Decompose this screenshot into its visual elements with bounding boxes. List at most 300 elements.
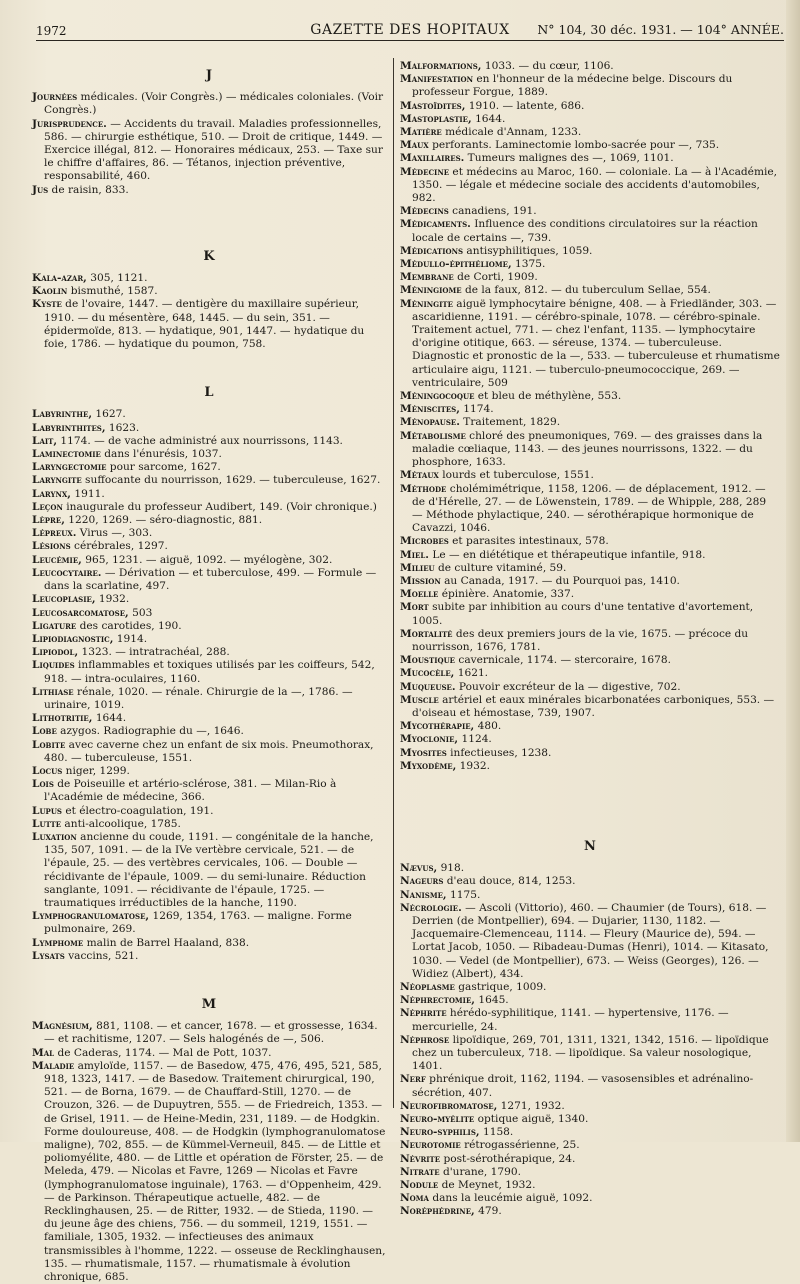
entry-text: des deux premiers jours de la vie, 1675. — précoce du nourrisson, 1676, 1781. (412, 627, 749, 653)
entry-text: cholémimétrique, 1158, 1206. — de déplacement, 1912. — de d'Hérelle, 27. — de Löwenstein, 1789. — de Whipple, 288, 289 — Méthode phylactique, 240. — sérothérapique hormonique de Cavazzi, 1046. (412, 482, 767, 535)
index-entry (400, 889, 780, 902)
entry-heading: Nævus, (400, 862, 438, 875)
entry-text: cérébrales, 1297. (70, 540, 168, 553)
entry-heading: Luxation (32, 830, 77, 843)
entry-text: dans la leucémie aiguë, 1092. (428, 1192, 593, 1205)
entry-heading: Lobe (32, 725, 57, 738)
index-entry (32, 778, 386, 804)
entry-text: inflammables et toxiques utilisés par les coiffeurs, 542, 918. — intra-oculaires, 1160. (44, 659, 375, 685)
index-entry (400, 720, 780, 733)
index-entry (32, 488, 386, 501)
entry-text: Influence des conditions circulatoires sur la réaction locale de certains —, 739. (412, 218, 758, 244)
index-entry (32, 725, 386, 738)
index-entry (400, 1034, 780, 1074)
entry-heading: Névrite (400, 1152, 441, 1165)
entry-heading: Nageurs (400, 875, 444, 888)
index-entry (400, 733, 780, 746)
entry-heading: Lutte (32, 817, 62, 830)
index-entry (400, 535, 780, 548)
section-spacer (32, 351, 386, 377)
entry-text: inaugurale du professeur Audibert, 149. (Voir chronique.) (62, 500, 377, 513)
index-entry (400, 1100, 780, 1113)
entry-heading: Lépreux. (32, 527, 77, 540)
entry-text: — Accidents du travail. Maladies professionnelles, 586. — chirurgie esthétique, 510. — Droit de critique, 1449. — Exercice illégal, 812. — Honoraires médicaux, 253. — Taxe sur le chiffre d'affaires, 86. — Tétanos, injection préventive, responsabilité, 460. (44, 117, 383, 183)
entry-heading: Méniscites, (400, 403, 460, 416)
index-entry (400, 403, 780, 416)
index-entry (400, 430, 780, 470)
entry-heading: Kaolin (32, 285, 68, 298)
index-entry (400, 1153, 780, 1166)
entry-heading: Mastoplastie, (400, 112, 472, 125)
entry-heading: Laryngectomie (32, 461, 107, 474)
section-letter: L (204, 385, 214, 401)
entry-text: gastrique, 1009. (454, 981, 547, 993)
entry-text: Virus —, 303. (76, 527, 153, 540)
index-entry (32, 686, 386, 712)
entry-text: pour sarcome, 1627. (106, 461, 221, 474)
entry-text: d'urane, 1790. (439, 1165, 521, 1178)
index-entry (400, 60, 780, 73)
entry-heading: Locus (32, 764, 63, 777)
index-entry (400, 862, 780, 875)
entry-text: 1124. (458, 733, 492, 746)
entry-heading: Jurisprudence. (32, 117, 107, 130)
entry-text: 1220, 1269. — séro-diagnostic, 881. (64, 514, 263, 527)
entry-heading: Mucocèle, (400, 667, 455, 680)
entry-text: Tumeurs malignes des —, 1069, 1101. (464, 152, 674, 165)
entry-text: et parasites intestinaux, 578. (448, 535, 609, 548)
entry-heading: Leucocytaire. (32, 566, 102, 579)
entry-heading: Néoplasme (400, 981, 455, 993)
entry-heading: Lipiodol, (32, 646, 79, 659)
entry-heading: Moustique (400, 654, 456, 667)
entry-heading: Myoclonie, (400, 733, 459, 746)
page-edge (786, 0, 800, 1142)
entry-text: et électro-coagulation, 191. (61, 804, 214, 817)
entry-heading: Médications (400, 244, 464, 257)
index-entry (400, 113, 780, 126)
index-entry (32, 765, 386, 778)
section-letter: J (205, 68, 213, 83)
entry-heading: Kyste (32, 298, 62, 311)
index-entry (400, 902, 780, 981)
entry-heading: Néphrose (400, 1033, 450, 1046)
entry-text: — Ascoli (Vittorio), 460. — Chaumier (de Tours), 618. — Derrien (de Montpellier), 694. — Dujarier, 1130, 1182. — Jacquemaire-Clemenceau, 1114. — Fleury (Maurice de), 594. — Lortat Jacob, 1050. — Ribadeau-Dumas (Henri), 1014. — Kitasato, 1030. — Vedel (de Montpellier), 673. — Weiss (Georges), 126. — Widiez (Albert), 434. (412, 901, 769, 980)
entry-text: artériel et eaux minérales bicarbonatées carboniques, 553. — d'oiseau et hémostase, 739, 1907. (412, 693, 775, 719)
entry-text: 1645. (474, 994, 509, 1007)
entry-heading: Larynx, (32, 487, 71, 500)
entry-heading: Miel. (400, 548, 429, 561)
entry-heading: Liquides (32, 659, 75, 672)
index-entry (400, 258, 780, 271)
entry-heading: Méningiome (400, 284, 462, 297)
entry-text: de culture vitaminé, 59. (434, 561, 567, 574)
index-entry (400, 245, 780, 258)
index-entry (400, 875, 780, 888)
entry-heading: Lupus (32, 804, 62, 817)
entry-heading: Lèpre, (32, 514, 65, 527)
entry-text: amyloïde, 1157. — de Basedow, 475, 476, 495, 521, 585, 918, 1323, 1417. — de Basedow. Traitement chirurgical, 190, 521. — de Borna, 1679. — de Chauffard-Still, 1270. — de Crouzon, 326. — de Dupuytren, 555. — de Friedreich, 1353. — de Grisel, 1911. — de Heine-Medin, 231, 1189. — de Hodgkin. Forme douloureuse, 408. — de Hodgkin (lymphogranulomatose maligne), 702, 855. — de Kümmel-Verneuil, 845. — de Little et poliomyélite, 480. — de Little et opération de Förster, 25. — de Meleda, 479. — Nicolas et Favre, 1269 — Nicolas et Favre (lymphogranulomatose inguinale), 1763. — d'Oppenheim, 429. — de Parkinson. Thérapeutique actuelle, 482. — de Recklinghausen, 25. — de Ritter, 1932. — de Stieda, 1190. — du jeune âge des chiens, 756. — du sommeil, 1219, 1551. — familiale, 1305, 1932. — infectieuses des animaux transmissibles à l'homme, 1222. — osseuse de Recklinghausen, 135. — rhumatismale, 1157. — rhumatismale à évolution chronique, 685. (44, 1059, 386, 1284)
entry-heading: Labyrinthites, (32, 421, 106, 434)
entry-text: médicales. (Voir Congrès.) — médicales coloniales. (Voir Congrès.) (44, 91, 384, 117)
entry-text: des carotides, 190. (76, 619, 182, 632)
entry-heading: Noma (400, 1192, 429, 1205)
entry-heading: Néphrite (400, 1007, 447, 1020)
index-entry (400, 747, 780, 760)
index-entry (32, 1047, 386, 1060)
entry-text: — Dérivation — et tuberculose, 499. — Formule — dans la scarlatine, 497. (44, 566, 377, 593)
entry-text: perforants. Laminectomie lombo-sacrée pour —, 735. (428, 139, 720, 152)
entry-heading: Mal (32, 1046, 55, 1059)
entry-text: vaccins, 521. (64, 949, 139, 962)
index-entry (32, 448, 386, 461)
entry-text: Pouvoir excréteur de la — digestive, 702. (455, 680, 681, 693)
entry-text: épinière. Anatomie, 337. (438, 588, 575, 601)
index-entry (32, 272, 386, 285)
entry-text: 1623. (105, 421, 140, 434)
entry-heading: Nerf (400, 1073, 426, 1086)
index-entry (32, 593, 386, 606)
entry-heading: Nitrate (400, 1165, 440, 1178)
index-entry (32, 184, 386, 197)
index-entry (400, 469, 780, 482)
section-letter: M (201, 996, 217, 1012)
index-entry (32, 118, 386, 184)
entry-text: ancienne du coude, 1191. — congénitale de la hanche, 135, 507, 1091. — de la IVe vertèbre cervicale, 521. — de l'épaule, 25. — des vertèbres cervicales, 106. — Double — récidivante de l'épaule, 1009. — du semi-lunaire. Réduction sanglante, 1091. — récidivante de l'épaule, 1725. — traumatiques irréductibles de la hanche, 1190. (44, 830, 374, 909)
entry-heading: Méthode (400, 482, 447, 495)
entry-heading: Labyrinthe, (32, 408, 93, 421)
header-rule (36, 40, 784, 41)
entry-text: 1644. (471, 112, 506, 125)
entry-heading: Laminectomie (32, 448, 101, 461)
index-entry (32, 659, 386, 685)
index-entry (400, 549, 780, 562)
entry-text: antisyphilitiques, 1059. (463, 244, 593, 257)
entry-text: et médecins au Maroc, 160. — coloniale. La — à l'Académie, 1350. — légale et médecine sociale des accidents d'automobiles, 982. (412, 165, 778, 205)
index-entry (400, 152, 780, 165)
entry-heading: Lipiodiagnostic, (32, 632, 114, 645)
section-spacer (32, 197, 386, 241)
entry-text: 1621. (454, 667, 489, 680)
entry-heading: Maxillaires. (400, 152, 465, 165)
entry-text: de la faux, 812. — du tuberculum Sellae, 554. (461, 284, 711, 297)
entry-text: 918. (437, 862, 465, 875)
entry-heading: Métaux (400, 469, 439, 482)
column-divider (393, 58, 394, 1108)
entry-heading: Muscle (400, 693, 439, 706)
entry-text: 1627. (92, 408, 126, 421)
entry-text: azygos. Radiographie du —, 1646. (56, 725, 244, 738)
index-entry (400, 654, 780, 667)
index-entry (32, 910, 386, 936)
entry-text: 1932. (95, 593, 130, 606)
entry-text: aiguë lymphocytaire bénigne, 408. — à Friedländer, 303. — ascaridienne, 1191. — cérébro-spinale, 1078. — cérébro-spinale. Traitement actuel, 771. — chez l'enfant, 1135. — lymphocytaire d'origine otitique, 663. — séreuse, 1374. — tuberculeuse. Diagnostic et pronostic de la —, 533. — tuberculeuse et rhumatisme articulaire aigu, 1121. — tuberculo-pneumococcique, 269. — ventriculaire, 509 (412, 297, 780, 389)
index-entry (400, 994, 780, 1007)
index-entry (400, 1179, 780, 1192)
index-entry (400, 694, 780, 720)
index-entry (32, 554, 386, 567)
entry-heading: Lésions (32, 540, 71, 553)
index-entry (32, 712, 386, 725)
index-entry (32, 633, 386, 646)
entry-text: post-sérothérapique, 24. (440, 1152, 576, 1165)
entry-heading: Journées (32, 91, 78, 104)
index-entry (32, 937, 386, 950)
index-entry (32, 831, 386, 910)
entry-text: dans l'énurésis, 1037. (100, 448, 222, 461)
entry-heading: Lithiase (32, 685, 74, 698)
entry-heading: Mortalité (400, 627, 453, 640)
entry-text: Traitement, 1829. (459, 416, 561, 429)
entry-heading: Neurofibromatose, (400, 1099, 498, 1112)
entry-heading: Néphrectomie, (400, 994, 475, 1007)
entry-text: au Canada, 1917. — du Pourquoi pas, 1410. (440, 574, 680, 587)
entry-heading: Lithotritie, (32, 712, 93, 725)
index-entry (400, 1166, 780, 1179)
entry-heading: Ligature (32, 619, 77, 632)
index-entry (400, 601, 780, 627)
entry-heading: Lymphogranulomatose, (32, 910, 150, 923)
index-entry (400, 126, 780, 139)
entry-text: optique aiguë, 1340. (474, 1113, 589, 1126)
entry-text: 1932. (456, 759, 491, 772)
entry-heading: Microbes (400, 535, 449, 548)
index-entry (400, 1139, 780, 1152)
index-entry (32, 461, 386, 474)
index-entry (400, 628, 780, 654)
entry-text: phrénique droit, 1162, 1194. — vasosensibles et adrénalino-sécrétion, 407. (412, 1073, 754, 1099)
entry-heading: Lait, (32, 434, 58, 447)
entry-heading: Magnésium, (32, 1020, 93, 1033)
index-entry (400, 681, 780, 694)
index-entry (32, 540, 386, 553)
page-number: 1972 (36, 24, 67, 38)
index-entry (400, 562, 780, 575)
section-letter: N (584, 838, 596, 854)
index-entry (32, 950, 386, 963)
entry-text: canadiens, 191. (448, 205, 537, 218)
entry-text: cavernicale, 1174. — stercoraire, 1678. (455, 654, 671, 667)
index-entry (400, 100, 780, 113)
entry-text: 1174. — de vache administré aux nourrissons, 1143. (57, 434, 343, 447)
entry-heading: Méningocoque (400, 390, 475, 403)
index-entry (400, 139, 780, 152)
entry-text: 1175. (446, 888, 481, 901)
entry-heading: Leucémie, (32, 553, 82, 566)
entry-heading: Malformations, (400, 60, 482, 72)
index-entry (400, 298, 780, 390)
index-entry (32, 620, 386, 633)
entry-text: 1910. — latente, 686. (465, 99, 585, 112)
entry-text: 1174. (459, 403, 494, 416)
entry-heading: Myxodème, (400, 759, 457, 772)
index-entry (32, 567, 386, 593)
index-entry (400, 218, 780, 244)
entry-heading: Lobite (32, 738, 66, 751)
entry-heading: Maux (400, 139, 429, 152)
entry-text: malin de Barrel Haaland, 838. (83, 936, 250, 949)
entry-text: de Poiseuille et artério-sclérose, 381. — Milan-Rio à l'Académie de médecine, 366. (44, 778, 337, 804)
entry-text: 965, 1231. — aiguë, 1092. — myélogène, 302. (81, 553, 333, 566)
entry-heading: Lysats (32, 949, 65, 962)
index-entry (32, 818, 386, 831)
entry-heading: Lymphome (32, 936, 84, 949)
entry-heading: Ménopause. (400, 416, 460, 429)
entry-text: 1914. (113, 632, 148, 645)
index-entry (400, 1126, 780, 1139)
index-entry (400, 390, 780, 403)
entry-text: de l'ovaire, 1447. — dentigère du maxillaire supérieur, 1910. — du mésentère, 648, 1445. — du sein, 351. — épidermoïde, 813. — hydatique, 901, 1447. — hydatique du foie, 1786. — hydatique du poumon, 758. (44, 298, 365, 351)
index-entry (32, 607, 386, 620)
entry-text: Le — en diététique et thérapeutique infantile, 918. (428, 548, 706, 561)
index-entry (32, 501, 386, 514)
index-entry (400, 1192, 780, 1205)
entry-heading: Médullo-épithéliome, (400, 258, 512, 271)
entry-heading: Leçon (32, 500, 63, 513)
index-entry (32, 1060, 386, 1284)
entry-text: infectieuses, 1238. (446, 746, 552, 759)
index-entry (32, 408, 386, 421)
entry-text: 479. (474, 1205, 502, 1218)
entry-heading: Mission (400, 574, 441, 587)
entry-text: niger, 1299. (62, 764, 130, 777)
entry-text: en l'honneur de la médecine belge. Discours du professeur Forgue, 1889. (412, 73, 733, 99)
index-entry (32, 805, 386, 818)
entry-text: de Caderas, 1174. — Mal de Pott, 1037. (54, 1046, 272, 1059)
entry-text: rénale, 1020. — rénale. Chirurgie de la —, 1786. — urinaire, 1019. (44, 685, 353, 711)
entry-heading: Nécrologie. (400, 901, 462, 914)
entry-text: 881, 1108. — et cancer, 1678. — et grossesse, 1634. — et rachitisme, 1207. — Sels halogénés de —, 506. (44, 1020, 378, 1046)
entry-text: lipoïdique, 269, 701, 1311, 1321, 1342, 1516. — lipoïdique chez un tuberculeux, 718. — lipoïdique. Sa valeur nosologique, 1401. (412, 1033, 769, 1073)
entry-heading: Médecine (400, 165, 450, 178)
entry-text: suffocante du nourrisson, 1629. — tuberculeuse, 1627. (81, 474, 381, 487)
index-entry (32, 739, 386, 765)
entry-heading: Neurotomie (400, 1139, 461, 1152)
index-entry (400, 205, 780, 218)
entry-text: subite par inhibition au cours d'une tentative d'avortement, 1005. (412, 601, 754, 627)
index-entry (400, 760, 780, 773)
issue-info: N° 104, 30 déc. 1931. — 104° ANNÉE. (537, 22, 784, 37)
entry-text: 1033. — du cœur, 1106. (481, 60, 614, 72)
index-entry (32, 646, 386, 659)
index-entry (32, 285, 386, 298)
entry-text: 305, 1121. (86, 272, 148, 285)
entry-text: rétrogassérienne, 25. (460, 1139, 580, 1152)
section-letter: K (203, 248, 215, 264)
index-entry (400, 667, 780, 680)
entry-heading: Jus (32, 183, 49, 196)
entry-text: 480. (474, 720, 502, 733)
index-entry (32, 298, 386, 351)
section-spacer (32, 963, 386, 989)
entry-heading: Neuro-syphilis, (400, 1126, 480, 1139)
entry-text: 1644. (92, 712, 127, 725)
entry-text: chloré des pneumoniques, 769. — des graisses dans la maladie cœliaque, 1143. — des jeunes nourrissons, 1322. — du phosphore, 1633. (412, 429, 763, 469)
index-entry (32, 514, 386, 527)
entry-heading: Membrane (400, 271, 454, 284)
entry-text: lourds et tuberculose, 1551. (438, 469, 594, 482)
entry-heading: Maladie (32, 1059, 75, 1072)
entry-heading: Manifestation (400, 73, 474, 86)
index-entry (400, 284, 780, 297)
entry-text: et bleu de méthylène, 553. (474, 390, 622, 403)
entry-heading: Nanisme, (400, 888, 447, 901)
entry-text: 1323. — intratrachéal, 288. (78, 646, 230, 659)
section-spacer (400, 773, 780, 831)
index-entry (32, 91, 386, 117)
index-entry (32, 422, 386, 435)
entry-text: de raisin, 833. (48, 183, 129, 196)
entry-heading: Méningite (400, 297, 453, 310)
entry-text: médicale d'Annam, 1233. (441, 126, 582, 139)
index-entry (32, 1020, 386, 1046)
entry-text: 1271, 1932. (497, 1099, 565, 1112)
entry-text: anti-alcoolique, 1785. (61, 817, 181, 830)
entry-text: d'eau douce, 814, 1253. (443, 875, 576, 888)
index-entry (400, 271, 780, 284)
entry-heading: Laryngite (32, 474, 82, 487)
entry-heading: Médicaments. (400, 218, 471, 231)
entry-text: 1269, 1354, 1763. — maligne. Forme pulmonaire, 269. (44, 910, 352, 936)
entry-heading: Lois (32, 778, 54, 791)
index-entry (32, 474, 386, 487)
entry-heading: Médecins (400, 205, 449, 218)
index-entry (400, 1205, 780, 1218)
page-header (36, 22, 784, 40)
journal-title: GAZETTE DES HOPITAUX (310, 22, 510, 38)
entry-text: de Meynet, 1932. (438, 1179, 536, 1192)
entry-text: 1375. (511, 258, 546, 271)
entry-heading: Mort (400, 601, 429, 614)
entry-heading: Nodule (400, 1179, 439, 1192)
entry-heading: Noréphédrine, (400, 1205, 475, 1218)
index-entry (400, 73, 780, 99)
index-entry (400, 588, 780, 601)
entry-text: bismuthé, 1587. (67, 285, 158, 298)
index-entry (400, 981, 780, 994)
right-column (400, 60, 780, 1219)
entry-heading: Mastoïdites, (400, 99, 466, 112)
index-entry (400, 1073, 780, 1099)
entry-text: 503 (128, 606, 153, 619)
index-entry (400, 416, 780, 429)
entry-heading: Métabolisme (400, 429, 466, 442)
entry-heading: Kala-azar, (32, 272, 87, 285)
entry-text: de Corti, 1909. (453, 271, 538, 284)
entry-text: 1158. (479, 1126, 514, 1139)
index-entry (400, 575, 780, 588)
index-entry (400, 166, 780, 206)
entry-text: hérédo-syphilitique, 1141. — hypertensive, 1176. — mercurielle, 24. (412, 1007, 729, 1033)
entry-heading: Moelle (400, 588, 439, 601)
index-entry (400, 1113, 780, 1126)
entry-text: avec caverne chez un enfant de six mois. Pneumothorax, 480. — tuberculeuse, 1551. (44, 738, 374, 764)
entry-heading: Matière (400, 126, 442, 139)
entry-heading: Leucosarcomatose, (32, 606, 129, 619)
entry-text: 1911. (71, 487, 105, 500)
entry-heading: Mycothérapie, (400, 720, 475, 733)
entry-heading: Muqueuse. (400, 680, 456, 693)
index-entry (400, 483, 780, 536)
entry-heading: Neuro-myélite (400, 1113, 475, 1126)
entry-heading: Milieu (400, 561, 435, 574)
left-column (32, 60, 386, 1284)
entry-heading: Myosites (400, 746, 447, 759)
index-entry (32, 435, 386, 448)
entry-heading: Leucoplasie, (32, 593, 96, 606)
index-entry (32, 527, 386, 540)
index-entry (400, 1007, 780, 1033)
